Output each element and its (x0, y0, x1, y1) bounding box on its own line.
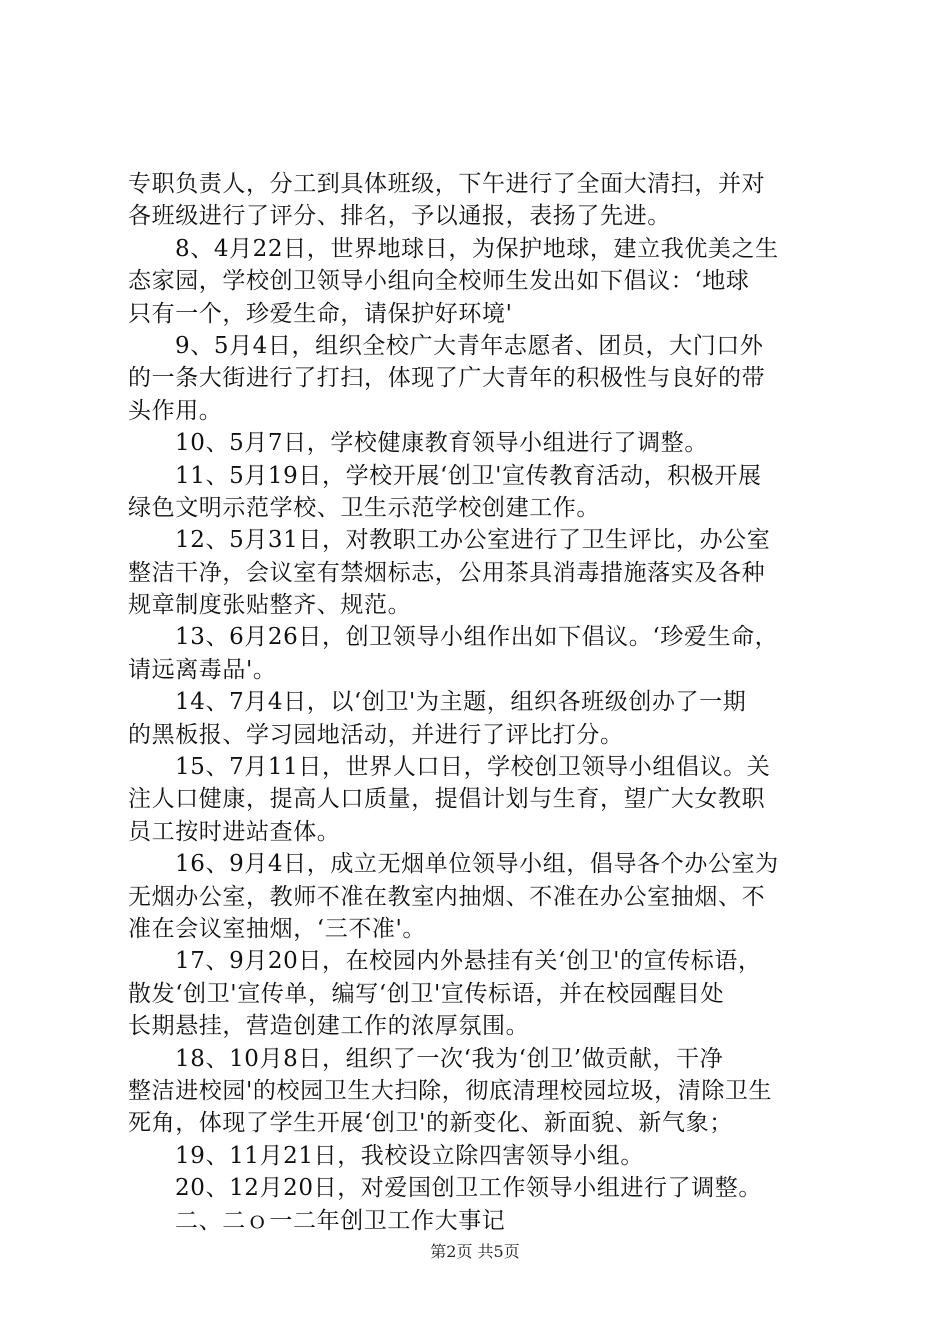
text-line: 头作用。 (128, 397, 223, 424)
text-line: 的一条大街进行了打扫，体现了广大青年的积极性与良好的带 (128, 365, 766, 392)
section-heading: 二、二ｏ一二年创卫工作大事记 (175, 1207, 506, 1234)
text-line: 态家园，学校创卫领导小组向全校师生发出如下倡议：‘地球 (128, 268, 750, 295)
text-line: 各班级进行了评分、排名，予以通报，表扬了先进。 (128, 203, 671, 230)
text-line: 整洁进校园'的校园卫生大扫除，彻底清理校园垃圾，清除卫生 (128, 1077, 773, 1104)
text-line: 18、10月8日，组织了一次‘我为‘创卫’做贡献，干净 (175, 1045, 724, 1072)
text-line: 无烟办公室，教师不准在教室内抽烟、不准在办公室抽烟、不 (128, 883, 766, 910)
text-line: 长期悬挂，营造创建工作的浓厚氛围。 (128, 1013, 530, 1040)
text-line: 8、4月22日，世界地球日，为保护地球，建立我优美之生 (175, 235, 779, 262)
page-number-footer: 第2页 共5页 (430, 1242, 520, 1261)
text-line: 请远离毒品'。 (128, 656, 277, 683)
text-line: 19、11月21日，我校设立除四害领导小组。 (175, 1142, 644, 1169)
text-line: 准在会议室抽烟，‘三不准'。 (128, 915, 427, 942)
text-line: 16、9月4日，成立无烟单位领导小组，倡导各个办公室为 (175, 851, 779, 878)
text-line: 17、9月20日，在校园内外悬挂有关‘创卫'的宣传标语， (175, 948, 762, 975)
text-line: 注人口健康，提高人口质量，提倡计划与生育，望广大女教职 (128, 786, 766, 813)
text-line: 13、6月26日，创卫领导小组作出如下倡议。‘珍爱生命， (175, 624, 779, 651)
text-line: 10、5月7日，学校健康教育领导小组进行了调整。 (175, 430, 708, 457)
text-line: 专职负责人，分工到具体班级，下午进行了全面大清扫，并对 (128, 171, 766, 197)
text-line: 员工按时进站查体。 (128, 818, 341, 845)
text-line: 规章制度张贴整齐、规范。 (128, 592, 412, 619)
text-line: 9、5月4日，组织全校广大青年志愿者、团员，大门口外 (175, 332, 764, 359)
text-line: 15、7月11日，世界人口日，学校创卫领导小组倡议。关 (175, 754, 771, 781)
text-line: 12、5月31日，对教职工办公室进行了卫生评比，办公室 (175, 527, 771, 554)
text-line: 散发‘创卫'宣传单，编写‘创卫'宣传标语，并在校园醒目处 (128, 980, 725, 1007)
text-line: 20、12月20日，对爱国创卫工作领导小组进行了调整。 (175, 1175, 762, 1202)
text-line: 死角，体现了学生开展‘创卫'的新变化、新面貌、新气象； (128, 1110, 733, 1137)
text-line: 的黑板报、学习园地活动，并进行了评比打分。 (128, 721, 624, 748)
text-line: 14、7月4日，以‘创卫'为主题，组织各班级创办了一期 (175, 689, 747, 716)
text-line: 11、5月19日，学校开展‘创卫'宣传教育活动，积极开展 (175, 462, 762, 489)
document-body (128, 168, 828, 1237)
text-line: 绿色文明示范学校、卫生示范学校创建工作。 (128, 494, 600, 521)
text-line: 整洁干净，会议室有禁烟标志，公用茶具消毒措施落实及各种 (128, 559, 766, 586)
text-line: 只有一个，珍爱生命，请保护好环境' (128, 300, 513, 327)
